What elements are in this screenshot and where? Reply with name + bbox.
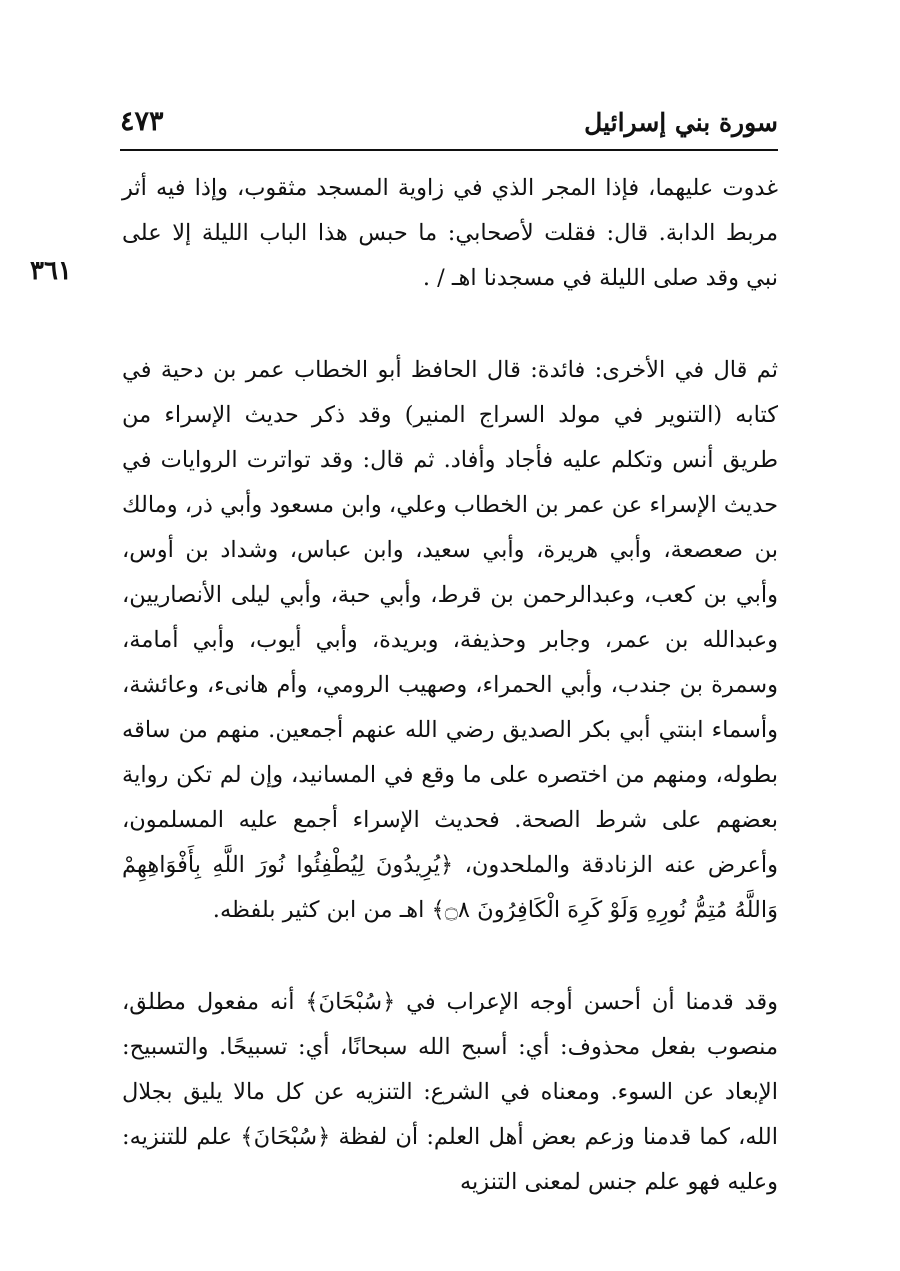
page-number: ٤٧٣: [120, 106, 164, 137]
page-header: [120, 106, 778, 144]
header-rule: [120, 149, 778, 151]
paragraph: وقد قدمنا أن أحسن أوجه الإعراب في ﴿سُبْحَانَ﴾ أنه مفعول مطلق، منصوب بفعل محذوف: أي: أسبح الله سبحانًا، أي: تسبيحًا. والتسبيح: الإبعاد عن السوء. ومعناه في الشرع: التنزيه عن كل مالا يليق بجلال الله، كما قدمنا وزعم بعض أهل العلم: أن لفظة ﴿سُبْحَانَ﴾ علم للتنزيه: وعليه فهو علم جنس لمعنى التنزيه: [122, 989, 778, 1195]
paragraph: غدوت عليهما، فإذا المجر الذي في زاوية المسجد مثقوب، وإذا فيه أثر مربط الدابة. قال: فقلت لأصحابي: ما حبس هذا الباب الليلة إلا على نبي وقد صلى الليلة في مسجدنا اهـ / .: [122, 175, 778, 291]
body-text: [122, 166, 778, 1205]
margin-page-reference: ٣٦١: [30, 256, 72, 286]
paragraph: ثم قال في الأخرى: فائدة: قال الحافظ أبو الخطاب عمر بن دحية في كتابه (التنوير في مولد السراج المنير) وقد ذكر حديث الإسراء من طريق أنس وتكلم عليه فأجاد وأفاد. ثم قال: وقد تواترت الروايات في حديث الإسراء عن عمر بن الخطاب وعلي، وابن مسعود وأبي ذر، ومالك بن صعصعة، وأبي هريرة، وأبي سعيد، وابن عباس، وشداد بن أوس، وأبي بن كعب، وعبدالرحمن بن قرط، وأبي حبة، وأبي ليلى الأنصاريين، وعبدالله بن عمر، وجابر وحذيفة، وبريدة، وأبي أيوب، وأبي أمامة، وسمرة بن جندب، وأبي الحمراء، وصهيب الرومي، وأم هانىء، وعائشة، وأسماء ابنتي أبي بكر الصديق رضي الله عنهم أجمعين. منهم من ساقه بطوله، ومنهم من اختصره على ما وقع في المسانيد، وإن لم تكن رواية بعضهم على شرط الصحة. فحديث الإسراء أجمع عليه المسلمون، وأعرض عنه الزنادقة والملحدون، ﴿يُرِيدُونَ لِيُطْفِئُوا نُورَ اللَّهِ بِأَفْوَاهِهِمْ وَاللَّهُ مُتِمُّ نُورِهِ وَلَوْ كَرِهَ الْكَافِرُونَ ۝٨﴾ اهـ من ابن كثير بلفظه.: [122, 357, 778, 923]
running-title: سورة بني إسرائيل: [584, 108, 778, 137]
